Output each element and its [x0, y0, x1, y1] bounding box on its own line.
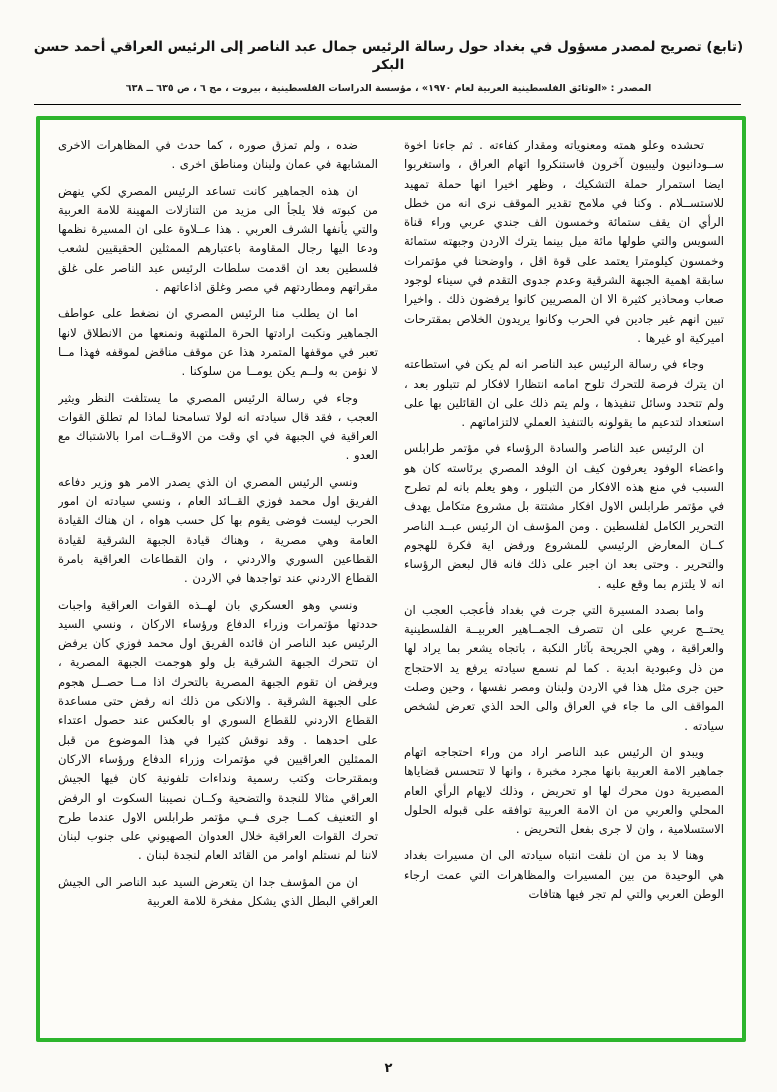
paragraph: ونسي الرئيس المصري ان الذي يصدر الامر هو وزير دفاعه الفريق اول محمد فوزي القــائد العام ، ونسي سيادته ان امور الحرب ليست فوضى يقوم بها كل حسب هواه ، ان هناك القيادة العامة وهي مصرية ، وهناك قيادة الجبهة الشرقية لقيادة القطاعين السوري والاردني ، وان القطاعات العراقية بامرة القطاع الاردني عند تواجدها في الاردن . — [58, 474, 378, 586]
paragraph: ان من المؤسف جدا ان يتعرض السيد عبد الناصر الى الجيش العراقي البطل الذي يشكل مفخرة للامة العربية — [58, 874, 378, 908]
page-header — [0, 0, 777, 105]
paragraph: اما ان يطلب منا الرئيس المصري ان نضغط على عواطف الجماهير ونكبت ارادتها الحرة الملتهبة ونمنعها من الانطلاق لانها تعبر في موقفها المتمرد هذا عن موقف مناقض لموقفه فهذا مــا لا نؤمن به ولــم يكن يومــا من سلوكنا . — [58, 306, 378, 379]
paragraph: ان الرئيس عبد الناصر والسادة الرؤساء في مؤتمر طرابلس واعضاء الوفود يعرفون كيف ان الوفد المصري برئاسته كان هو السبب في منع هذه الافكار من التبلور ، وهو يعلم بانه لم تطرح في مؤتمر طرابلس الاول افكار مشتتة بل مشروع متكامل يهدف التحرير الكامل لفلسطين . ومن المؤسف ان الرئيس عبــد الناصر كــان المعارض الرئيسي للمشروع ورفض اية فكرة للهجوم والتحرير . وحتى بعد ان اجبر على ذلك فانه قال لبعض الرؤساء انه لا يلتزم بما وقع عليه . — [404, 441, 724, 591]
column-right — [404, 136, 724, 1026]
paragraph: ويبدو ان الرئيس عبد الناصر اراد من وراء احتجاجه اتهام جماهير الامة العربية بانها مجرد مخبرة ، وانها لا تتحسس قضاياها المصيرية دون محرك لها او تحريض ، وذلك لايهام الرأي العام المحلي والعربي من ان الامة العربية توافقه على قبوله الحلول الاستسلامية ، وان لا جرى بفعل التحريض . — [404, 744, 724, 837]
page-number: ٢ — [384, 1061, 393, 1076]
header-divider — [34, 104, 741, 105]
paragraph: ان هذه الجماهير كانت تساعد الرئيس المصري لكي ينهض من كبوته فلا يلجأ الى مزيد من التنازلات المهينة للامة العربية والتي يأنفها الشرف العربي . هذا عــلاوة على ان المسيرة نظمها ودعا اليها رجال المقاومة باعتبارهم الممثلين الحقيقيين لشعب فلسطين بعد ان اقدمت سلطات الرئيس عبد الناصر على غلق مقراتهم ومطاردتهم في مصر وغلق اذاعاتهم . — [58, 183, 378, 295]
paragraph: ضده ، ولم تمزق صوره ، كما حدث في المظاهرات الاخرى المشابهة في عمان ولبنان ومناطق اخرى . — [58, 138, 378, 172]
document-title: (تابع) تصريح لمصدر مسؤول في بغداد حول رسالة الرئيس جمال عبد الناصر إلى الرئيس العراقي أحمد حسن البكر — [33, 39, 744, 73]
paragraph: وهنا لا بد من ان نلفت انتباه سيادته الى ان مسيرات بغداد هي الوحيدة من بين المسيرات والمظاهرات التي عمت ارجاء الوطن العربي والتي لم تجر فيها هتافات — [404, 848, 724, 901]
column-left — [58, 136, 378, 1026]
paragraph: ونسي وهو العسكري بان لهــذه القوات العراقية واجبات حددتها مؤتمرات وزراء الدفاع ورؤساء الاركان ، ونسي السيد الرئيس عبد الناصر ان قائده الفريق اول محمد فوزي كان يرفض ان تتحرك الجبهة الشرقية بل ولو هوجمت الجبهة المصرية ، ويرفض ان تقوم الجبهة المصرية بالتحرك اذا مــا حصــل هجوم على الجبهة الشرقية . والانكى من ذلك انه رفض حتى مساعدة القطاع الاردني للقطاع السوري او بالعكس عند حصول اعتداء على احدهما . وقد نوقش كثيرا في هذا الموضوع من قبل الممثلين العراقيين في مؤتمرات وزراء الدفاع ورؤساء الاركان وبمقترحات وكتب رسمية ونداءات تلفونية كان فيها الجيش العراقي مثالا للنجدة والتضحية وكــان نصيبنا السكوت او الرفض او التعنيف كمــا جرى فــي مؤتمر طرابلس الاول عندما طرح تحرك القوات العراقية خلال العدوان الصهيوني على جنوب لبنان لاننا لم نستلم اوامر من القائد العام لنجدة لبنان . — [58, 597, 378, 863]
paragraph: واما بصدد المسيرة التي جرت في بغداد فأعجب العجب ان يحتــج عربي على ان تتصرف الجمــاهير العربيــة الفلسطينية والعراقية ، وهي الجريحة بآثار النكبة ، باتجاه يشعر بما يراد لها من ذل وعبودية ابدية . كما لم نسمع سيادته يرفع يد الاحتجاج حين جرى مثل هذا في الاردن ولبنان ومصر نفسها ، وحين وصلت المواقف الى ما جاء في العراق والى الحد الذي تعرض لشخص سيادته . — [404, 602, 724, 733]
article-columns — [58, 136, 724, 1026]
paragraph: وجاء في رسالة الرئيس المصري ما يستلفت النظر ويثير العجب ، فقد قال سيادته انه لولا تسامحنا لماذا لم تطلق القوات العراقية في الجبهة في اي وقت من الاوقــات امرا بالاشتباك مع العدو . — [58, 390, 378, 463]
source-citation: المصدر : «الوثائق الفلسطينية العربية لعام ١٩٧٠» ، مؤسسة الدراسات الفلسطينية ، بيروت ، مج ٦ ، ص ٦٣٥ ــ ٦٣٨ — [125, 83, 652, 94]
paragraph: وجاء في رسالة الرئيس عبد الناصر انه لم يكن في استطاعته ان يترك فرصة للتحرك تلوح امامه انتظارا لافكار لم تتبلور بعد ، ولم تتحدد وسائل تنفيذها ، ولم يتم ذلك على ان القائلين بها على استعداد لتدعيم ما يقولونه بالتنفيذ العملي لالتزاماتهم . — [404, 357, 724, 430]
article-frame — [36, 116, 746, 1042]
paragraph: تحشده وعلو همته ومعنوياته ومقدار كفاءته . ثم جاءنا اخوة ســودانيون وليبيون آخرون فاستنكروا اتهام العراق ، واستغربوا ايضا استمرار حملة التشكيك ، وظهر اخيرا انها حملة تمهيد للاستســلام . وكنا في ملامح تقدير الموقف نرى انه من خطل الرأي ان يقف ستمائة وخمسون الف جندي عربي وراء قناة السويس والتي طولها مائة ميل بينما يترك الاردن وجبهته ستمائة وخمسون كيلومترا يعتمد على قوة اقل ، واوضحنا في مؤتمرات سابقة اهمية الجبهة الشرقية وعدم جدوى التقدم في سيناء لوجود صعاب ومحاذير كثيرة الا ان المصريين كانوا يرفضون ذلك . واخيرا تبين انهم غير جادين في الحرب وكانوا يريدون الخلاص بمقترحات اميركية او غيرها . — [404, 138, 724, 345]
